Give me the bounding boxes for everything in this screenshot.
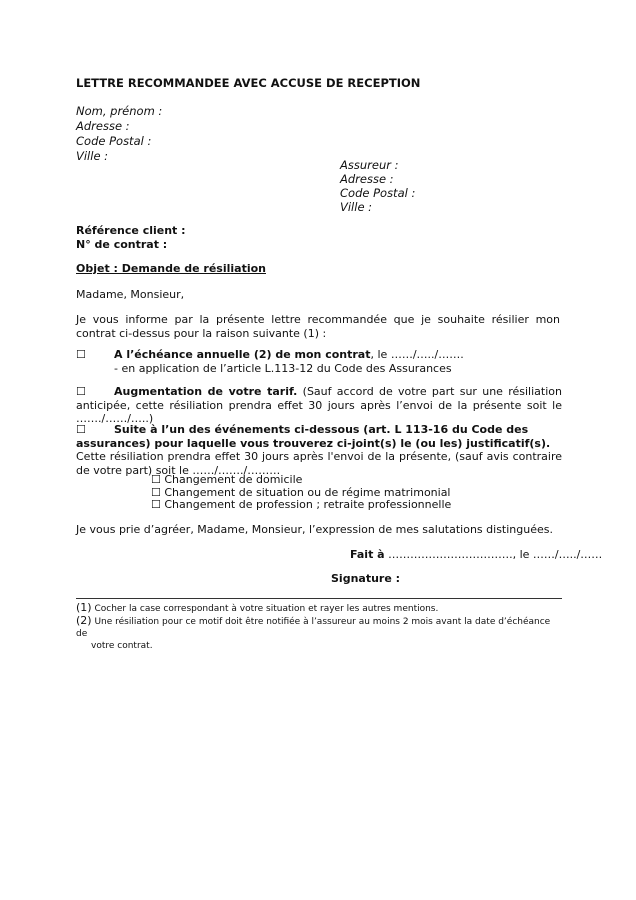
footnote — [76, 602, 560, 615]
insurer-label: Assureur : — [340, 158, 399, 172]
footnote-text: Cocher la case correspondant à votre situation et rayer les autres mentions. — [91, 604, 439, 614]
sender-block — [76, 104, 162, 164]
sender-name-label: Nom, prénom : — [76, 104, 163, 118]
life-event-item[interactable]: ☐ Changement de domicile — [151, 473, 303, 486]
checkbox-icon[interactable]: ☐ — [76, 348, 86, 361]
closing-formula: Je vous prie d’agréer, Madame, Monsieur, l’expression de mes salutations distinguées. — [76, 523, 553, 536]
reference-block — [76, 224, 186, 251]
insurer-block — [340, 158, 415, 214]
sender-postal-code-label: Code Postal : — [76, 134, 152, 148]
sender-address-label: Adresse : — [76, 119, 130, 133]
option-life-event-title: Suite à l’un des événements ci-dessous (art. L 113-16 du Code des assurances) pour laquelle vous trouverez ci-joint(s) le (ou les) justificatif(s). — [76, 423, 551, 450]
footnote-continuation: votre contrat. — [91, 641, 153, 651]
insurer-postal-code-label: Code Postal : — [340, 186, 416, 200]
signature-label: Signature : — [331, 572, 401, 585]
option-life-event-text: Cette résiliation prendra effet 30 jours après l'envoi de la présente, (sauf avis contraire de votre part) soit le ……/……./……… — [76, 450, 562, 477]
insurer-address-label: Adresse : — [340, 172, 394, 186]
intro-paragraph: Je vous informe par la présente lettre recommandée que je souhaite résilier mon contrat ci-dessus pour la raison suivante (1) : — [76, 313, 560, 340]
option-annual-renewal-title: A l’échéance annuelle (2) de mon contrat — [114, 348, 371, 361]
life-event-item[interactable]: ☐ Changement de situation ou de régime matrimonial — [151, 485, 451, 499]
option-annual-renewal-article: - en application de l’article L.113-12 du Code des Assurances — [114, 361, 452, 375]
footnote-text: Une résiliation pour ce motif doit être notifiée à l’assureur au moins 2 mois avant la date d’échéance de — [76, 617, 551, 639]
option-price-increase-title: Augmentation de votre tarif. — [114, 385, 298, 398]
place-date-blanks: ……………………………., le ……/…../…… — [384, 548, 603, 561]
place-date-line — [350, 548, 602, 561]
footnote-divider — [76, 598, 562, 599]
sender-city-label: Ville : — [76, 149, 109, 163]
subject-line: Objet : Demande de résiliation — [76, 262, 266, 275]
option-price-increase-text: (Sauf accord de votre part sur une résiliation anticipée, cette résiliation prendra effet 30 jours après l’envoi de la présente soit le ……./……/…..) — [76, 385, 562, 425]
life-event-list — [151, 474, 451, 512]
greeting: Madame, Monsieur, — [76, 288, 185, 301]
option-annual-renewal-date: , le ……/…../……. — [370, 348, 464, 361]
client-reference-label: Référence client : — [76, 224, 186, 237]
checkbox-icon[interactable]: ☐ — [76, 423, 86, 436]
footnote-number: (1) — [76, 601, 92, 614]
checkbox-icon[interactable]: ☐ — [76, 385, 86, 398]
option-life-event — [76, 423, 562, 477]
footnotes — [76, 602, 560, 652]
life-event-item[interactable]: ☐ Changement de profession ; retraite professionnelle — [151, 498, 452, 511]
place-label: Fait à — [350, 548, 385, 561]
insurer-city-label: Ville : — [340, 200, 373, 214]
contract-number-label: N° de contrat : — [76, 237, 168, 251]
option-annual-renewal — [76, 348, 562, 375]
footnote-number: (2) — [76, 614, 92, 627]
letter-title: LETTRE RECOMMANDEE AVEC ACCUSE DE RECEPTION — [76, 76, 421, 90]
option-price-increase — [76, 385, 562, 426]
footnote — [76, 615, 560, 640]
